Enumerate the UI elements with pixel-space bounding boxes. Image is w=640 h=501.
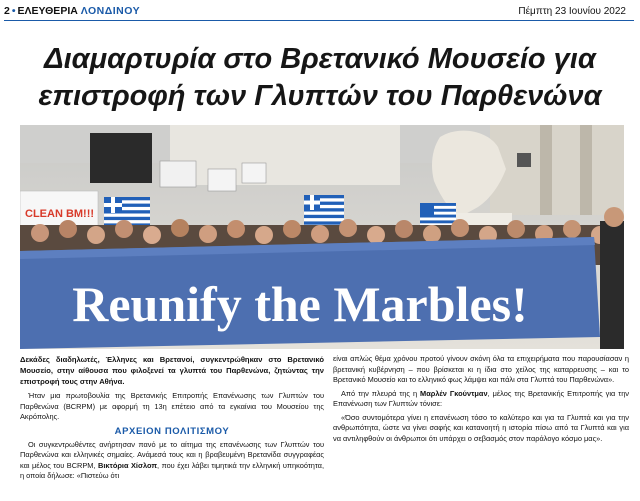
article-headline xyxy=(10,41,630,115)
person-name: Μαρλέν Γκούντμαν xyxy=(420,388,488,398)
photo-caption: Δεκάδες διαδηλωτές, Έλληνες και Βρετανοί, συγκεντρώθηκαν στο Βρετανικό Μουσείο, στην αίθουσα που φιλοξενεί τα γλυπτά του Παρθενώνα, ζητώντας την επιστροφή τους στην Αθήνα. xyxy=(20,355,324,387)
article-column-left xyxy=(20,391,324,485)
headline-line-2: επιστροφή των Γλυπτών του Παρθενώνα xyxy=(38,80,602,112)
paragraph: Ήταν μια πρωτοβουλία της Βρετανικής Επιτροπής Επανένωσης των Γλυπτών του Παρθενώνα (BCRPM) με αφορμή τη 13η επέτειο από τα εγκαίνια του Μουσείου της Ακρόπολης. xyxy=(20,391,324,421)
paragraph: είναι απλώς θέμα χρόνου προτού γίνουν σκόνη όλα τα επιχειρήματα που παρουσίασαν η βρετανική κυβέρνηση – που βρίσκεται κι η ίδια στο χείλος της καταρρευσης – και το Βρετανικό Μουσείο και το ελληνικό φως λάμψει και πάλι στα Γλυπτά του Παρθενώνα». xyxy=(333,354,629,384)
quote-paragraph: «Όσο συντομότερα γίνει η επανένωση τόσο το καλύτερο και για τα Γλυπτά και για την ανθρωπότητα, ώστε να γίνει σαφής και κατανοητή η ιστορία πίσω από τα Γλυπτά και για να αντιληφθούν οι άνθρωποι ότι υπάρχει ο σεβασμός στον παράλογο κόσμο μας». xyxy=(333,412,629,443)
header-divider xyxy=(4,20,634,21)
text-run: , μέλος της Βρετανικής Επιτροπής για την Επανένωση των Γλυπτών τόνισε: xyxy=(333,388,629,408)
page-header xyxy=(0,0,640,20)
article-column-right xyxy=(333,354,629,447)
paragraph xyxy=(333,389,629,410)
paragraph xyxy=(20,440,324,482)
archive-watermark: ΑΡΧΕΙΟΝ ΠΟΛΙΤΙΣΜΟΥ xyxy=(114,425,230,437)
bullet-separator: • xyxy=(11,5,16,17)
newspaper-name: ΕΛΕΥΘΕΡΙΑ xyxy=(17,5,78,17)
text-run: Οι συγκεντρωθέντες ανήρτησαν πανό με το αίτημα της επανένωσης των Γλυπτών του Παρθενώνα και ελληνικές σημαίες. Ανάμεσά τους και η βραβευμένη Βρετανίδα συγγραφέας και μέλος του BCRPM, xyxy=(20,439,324,470)
headline-line-1: Διαμαρτυρία στο Βρετανικό Μουσείο για xyxy=(44,43,596,75)
protest-photo-illustration xyxy=(20,125,624,349)
dark-doorway xyxy=(90,133,152,183)
text-run: Από την πλευρά της η xyxy=(341,388,421,398)
clean-bm-text: CLEAN BM!!! xyxy=(25,208,95,220)
issue-date: Πέμπτη 23 Ιουνίου 2022 xyxy=(518,6,626,17)
banner-slogan: Reunify the Marbles! xyxy=(72,276,528,332)
person-name: Βικτόρια Χίσλοπ xyxy=(98,460,158,470)
protest-photo xyxy=(20,125,624,349)
greek-flag xyxy=(304,195,344,225)
newspaper-city: ΛΟΝΔΙΝΟΥ xyxy=(80,5,141,17)
placard xyxy=(160,161,196,187)
text-run: , που έχει λάβει τιμητικά την ελληνική υπηκοότητα, η οποία δήλωσε: «Πιστεύω ότι xyxy=(20,460,324,480)
page-number: 2 xyxy=(4,5,10,17)
masthead xyxy=(4,5,140,17)
